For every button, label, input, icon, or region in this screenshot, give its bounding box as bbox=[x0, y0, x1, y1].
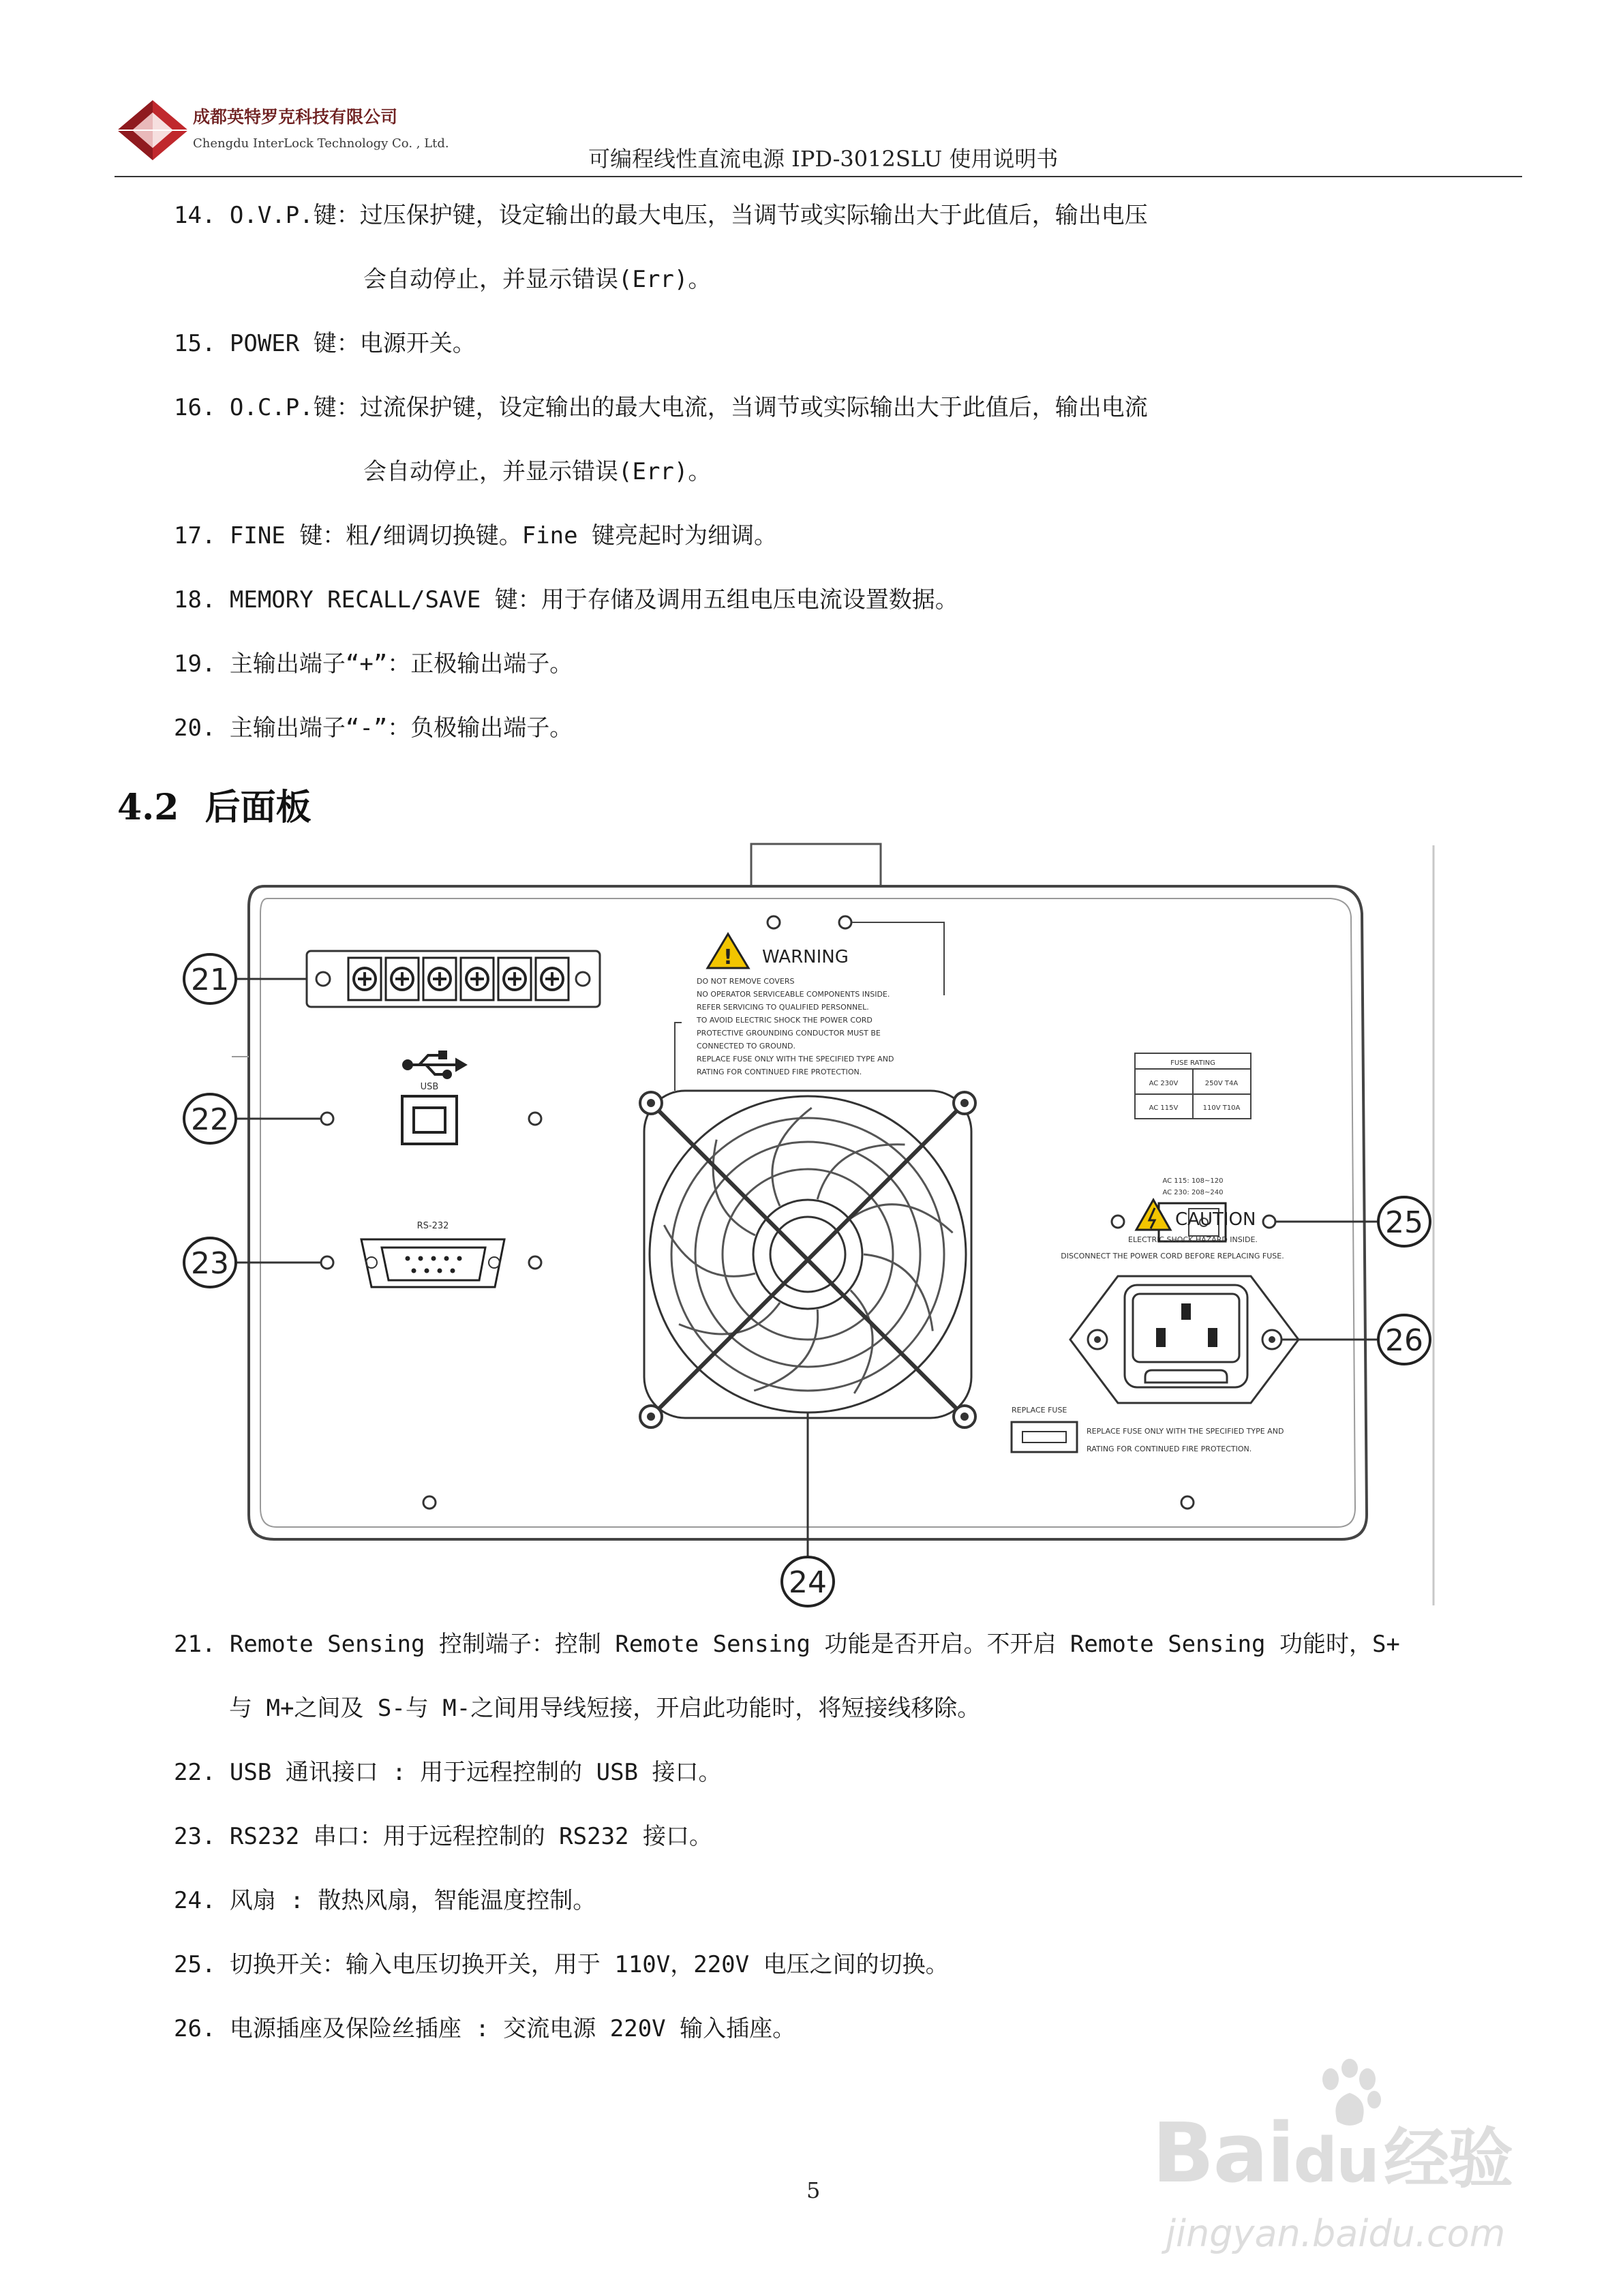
callout-24 bbox=[782, 1557, 834, 1606]
warning-line-4: TO AVOID ELECTRIC SHOCK THE POWER CORD bbox=[697, 1016, 873, 1025]
page-number: 5 bbox=[806, 2177, 821, 2203]
replace-fuse-slot bbox=[1012, 1422, 1077, 1452]
callout-21-number: 21 bbox=[191, 963, 229, 997]
doc-title: 可编程线性直流电源 IPD-3012SLU 使用说明书 bbox=[588, 146, 1059, 172]
callout-23-number: 23 bbox=[191, 1246, 229, 1281]
fan-blade bbox=[772, 1108, 812, 1206]
replace-fuse-label: REPLACE FUSE bbox=[1012, 1406, 1067, 1415]
item-21-line-1: 21. Remote Sensing 控制端子：控制 Remote Sensing 功能是否开启。不开启 Remote Sensing 功能时，S+ bbox=[174, 1631, 1400, 1658]
switch-label-230: AC 230: 208~240 bbox=[1162, 1189, 1224, 1196]
callout-22 bbox=[184, 1094, 236, 1143]
warning-line-1: DO NOT REMOVE COVERS bbox=[697, 977, 795, 986]
caution-line-1: ELECTRIC SHOCK HAZARD INSIDE. bbox=[1128, 1235, 1258, 1244]
baidu-watermark bbox=[1152, 2059, 1534, 2277]
switch-label-115: AC 115: 108~120 bbox=[1162, 1177, 1224, 1185]
warning-line-5: PROTECTIVE GROUNDING CONDUCTOR MUST BE bbox=[697, 1029, 881, 1038]
callout-23 bbox=[184, 1238, 236, 1287]
fan-blade bbox=[864, 1254, 932, 1331]
item-25: 25. 切换开关：输入电压切换开关，用于 110V，220V 电压之间的切换。 bbox=[174, 1951, 949, 1978]
callout-21 bbox=[184, 954, 236, 1003]
item-22: 22. USB 通讯接口 : 用于远程控制的 USB 接口。 bbox=[174, 1759, 722, 1786]
fan-blade bbox=[851, 1205, 953, 1233]
company-name-cn: 成都英特罗克科技有限公司 bbox=[193, 107, 398, 127]
terminal-screw bbox=[348, 958, 381, 1000]
watermark-brand-bai: Bai bbox=[1152, 2106, 1294, 2201]
fuse-row-1-rating: 250V T4A bbox=[1204, 1080, 1239, 1087]
item-16-line-2: 会自动停止，并显示错误(Err)。 bbox=[363, 458, 712, 485]
fuse-row-2-rating: 110V T10A bbox=[1202, 1104, 1241, 1112]
callout-25 bbox=[1378, 1197, 1430, 1246]
caution-line-2: DISCONNECT THE POWER CORD BEFORE REPLACING FUSE. bbox=[1061, 1252, 1284, 1260]
replace-fuse-line-1: REPLACE FUSE ONLY WITH THE SPECIFIED TYPE AND bbox=[1087, 1427, 1284, 1436]
item-17: 17. FINE 键：粗/细调切换键。Fine 键亮起时为细调。 bbox=[174, 522, 778, 549]
warning-line-2: NO OPERATOR SERVICEABLE COMPONENTS INSIDE. bbox=[697, 990, 890, 999]
warning-line-6: CONNECTED TO GROUND. bbox=[697, 1042, 796, 1051]
rs232-port bbox=[321, 1239, 541, 1287]
company-name-en: Chengdu InterLock Technology Co. , Ltd. bbox=[193, 136, 449, 151]
usb-label: USB bbox=[420, 1082, 439, 1092]
warning-line-3: REFER SERVICING TO QUALIFIED PERSONNEL. bbox=[697, 1003, 869, 1012]
ac-power-inlet-fuse-holder bbox=[1070, 1276, 1299, 1403]
watermark-url: jingyan.baidu.com bbox=[1166, 2212, 1506, 2255]
watermark-brand bbox=[1152, 2106, 1512, 2201]
fan-blade bbox=[664, 1225, 755, 1276]
callout-22-number: 22 bbox=[191, 1102, 229, 1137]
top-handle bbox=[751, 844, 881, 886]
terminal-screw bbox=[498, 958, 531, 1000]
fuse-row-1-voltage: AC 230V bbox=[1149, 1080, 1179, 1087]
item-14-line-2: 会自动停止，并显示错误(Err)。 bbox=[363, 266, 712, 293]
item-26: 26. 电源插座及保险丝插座 : 交流电源 220V 输入插座。 bbox=[174, 2015, 796, 2042]
warning-triangle-icon bbox=[708, 934, 748, 969]
warning-title: WARNING bbox=[762, 947, 849, 967]
callout-24-number: 24 bbox=[789, 1565, 827, 1600]
cooling-fan bbox=[640, 1091, 975, 1428]
item-24: 24. 风扇 : 散热风扇，智能温度控制。 bbox=[174, 1887, 596, 1914]
caution-title: CAUTION bbox=[1175, 1209, 1256, 1230]
rs232-label: RS-232 bbox=[416, 1221, 449, 1231]
svg-text:!: ! bbox=[723, 946, 733, 969]
watermark-cn: 经验 bbox=[1384, 2121, 1513, 2197]
item-20: 20. 主输出端子“-”：负极输出端子。 bbox=[174, 714, 573, 742]
usb-port bbox=[321, 1052, 541, 1144]
item-15: 15. POWER 键：电源开关。 bbox=[174, 330, 476, 357]
fan-blade bbox=[817, 1145, 905, 1199]
item-16-line-1: 16. O.C.P.键：过流保护键，设定输出的最大电流，当调节或实际输出大于此值后，输出电流 bbox=[174, 394, 1148, 421]
terminal-screw bbox=[461, 958, 494, 1000]
callout-26 bbox=[1378, 1315, 1430, 1364]
usb-symbol-icon bbox=[404, 1052, 465, 1078]
section-title: 后面板 bbox=[204, 787, 312, 828]
replace-fuse-line-2: RATING FOR CONTINUED FIRE PROTECTION. bbox=[1087, 1445, 1252, 1453]
watermark-brand-du: du bbox=[1293, 2125, 1379, 2196]
item-19: 19. 主输出端子“+”：正极输出端子。 bbox=[174, 650, 573, 678]
fuse-row-2-voltage: AC 115V bbox=[1149, 1104, 1179, 1112]
callout-26-number: 26 bbox=[1385, 1323, 1423, 1358]
item-18: 18. MEMORY RECALL/SAVE 键：用于存储及调用五组电压电流设置数据。 bbox=[174, 586, 958, 614]
warning-line-7: REPLACE FUSE ONLY WITH THE SPECIFIED TYPE AND bbox=[697, 1055, 894, 1063]
fan-blade bbox=[754, 1310, 817, 1391]
fuse-table-header: FUSE RATING bbox=[1170, 1059, 1215, 1067]
item-21-line-2: 与 M+之间及 S-与 M-之间用导线短接，开启此功能时，将短接线移除。 bbox=[229, 1695, 981, 1722]
terminal-screw bbox=[386, 958, 419, 1000]
section-number: 4.2 bbox=[117, 787, 179, 828]
terminal-screw bbox=[423, 958, 456, 1000]
warning-line-8: RATING FOR CONTINUED FIRE PROTECTION. bbox=[697, 1068, 862, 1076]
terminal-screw bbox=[536, 958, 568, 1000]
item-14-line-1: 14. O.V.P.键：过压保护键，设定输出的最大电压，当调节或实际输出大于此值后，输出电压 bbox=[174, 202, 1148, 229]
callout-25-number: 25 bbox=[1385, 1205, 1423, 1240]
fan-blade bbox=[679, 1303, 780, 1334]
item-23: 23. RS232 串口：用于远程控制的 RS232 接口。 bbox=[174, 1823, 712, 1850]
